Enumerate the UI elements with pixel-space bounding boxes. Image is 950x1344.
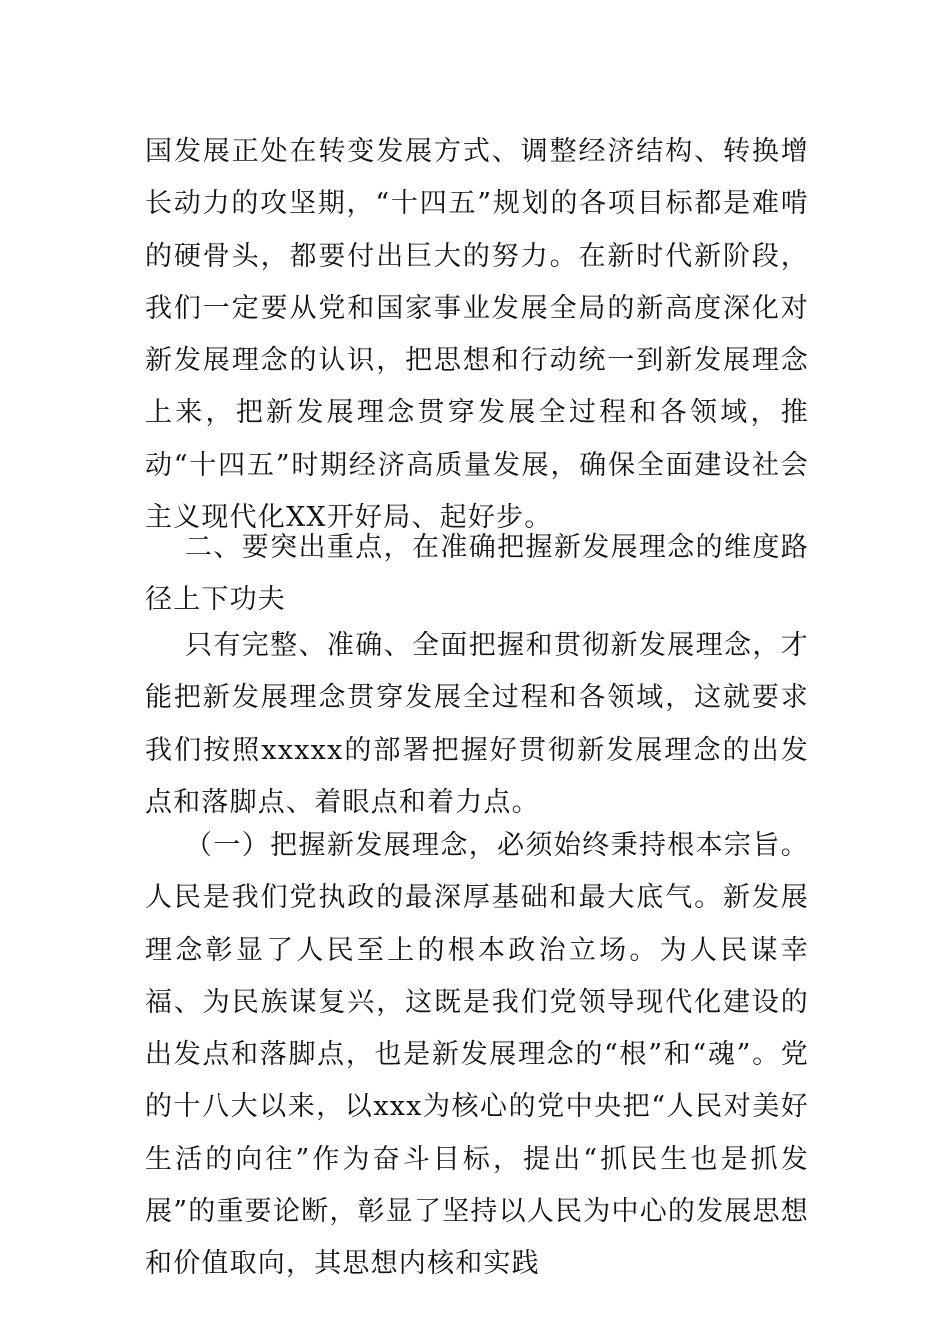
paragraph-continuation: 国发展正处在转变发展方式、调整经济结构、转换增长动力的攻坚期，“十四五”规划的各项目标都是难啃的硬骨头，都要付出巨大的努力。在新时代新阶段，我们一定要从党和国家事业发展全局的新高度深化对新发展理念的认识，把思想和行动统一到新发展理念上来，把新发展理念贯穿发展全过程和各领域，推动“十四五”时期经济高质量发展，确保全面建设社会主义现代化XX开好局、起好步。 [145, 136, 809, 534]
paragraph-intro: 只有完整、准确、全面把握和贯彻新发展理念，才能把新发展理念贯穿发展全过程和各领域，这就要求我们按照xxxxx的部署把握好贯彻新发展理念的出发点和落脚点、着眼点和着力点。 [145, 630, 809, 818]
paragraph-point-one: （一）把握新发展理念，必须始终秉持根本宗旨。人民是我们党执政的最深厚基础和最大底气。新发展理念彰显了人民至上的根本政治立场。为人民谋幸福、为民族谋复兴，这既是我们党领导现代化建设的出发点和落脚点，也是新发展理念的“根”和“魂”。党的十八大以来，以xxx为核心的党中央把“人民对美好生活的向往”作为奋斗目标，提出“抓民生也是抓发展”的重要论断，彰显了坚持以人民为中心的发展思想和价值取向，其思想内核和实践 [145, 830, 809, 1280]
section-heading: 二、要突出重点，在准确把握新发展理念的维度路径上下功夫 [145, 532, 809, 616]
